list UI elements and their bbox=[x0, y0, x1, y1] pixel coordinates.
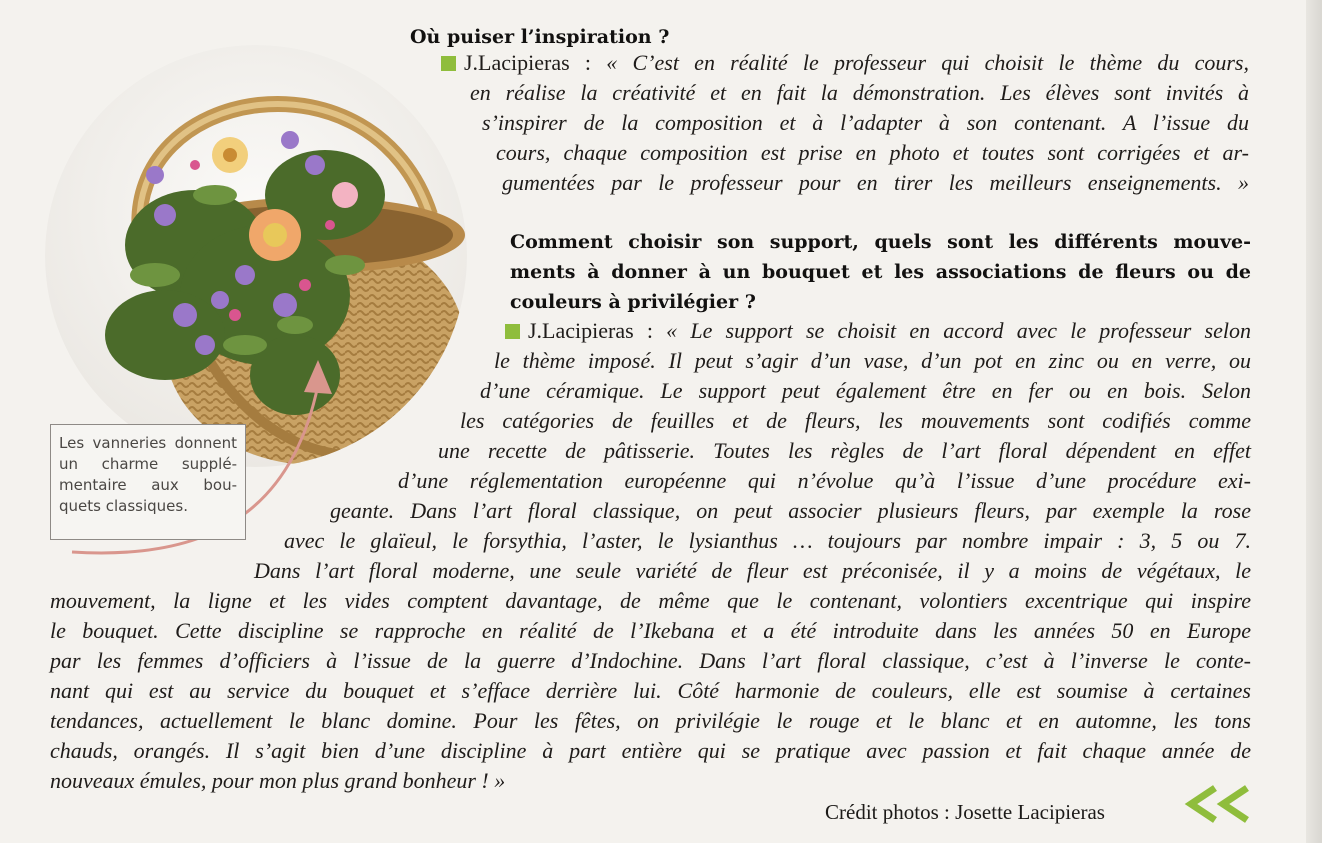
section2-heading-line-2: ments à donner à un bouquet et les associations de fleurs ou de bbox=[510, 261, 1251, 283]
section2-line-12: par les femmes d’officiers à l’issue de la guerre d’Indochine. Dans l’art floral classique, c’est à l’inverse le conte- bbox=[50, 648, 1251, 673]
section2-heading-line-3: couleurs à privilégier ? bbox=[510, 291, 756, 313]
section1-line-2: en réalise la créativité et en fait la démonstration. Les élèves sont invités à bbox=[470, 80, 1249, 105]
section2-line-10: mouvement, la ligne et les vides comptent davantage, de même que le contenant, volontiers excentrique qui inspire bbox=[50, 588, 1251, 613]
section2-line-13: nant qui est au service du bouquet et s’efface derrière lui. Côté harmonie de couleurs, elle est soumise à certaines bbox=[50, 678, 1251, 703]
green-square-icon bbox=[505, 324, 520, 339]
section1-heading: Où puiser l’inspiration ? bbox=[410, 26, 670, 48]
section2-line-4: les catégories de feuilles et de fleurs, les mouvements sont codifiés comme bbox=[460, 408, 1251, 433]
section2-line-11: le bouquet. Cette discipline se rapproche en réalité de l’Ikebana et a été introduite dans les années 50 en Europe bbox=[50, 618, 1251, 643]
section1-speaker: J.Lacipieras : bbox=[464, 50, 592, 75]
section2-line-16: nouveaux émules, pour mon plus grand bonheur ! » bbox=[50, 768, 506, 793]
section2-line-3: d’une céramique. Le support peut également être en fer ou en bois. Selon bbox=[480, 378, 1251, 403]
photo-credit: Crédit photos : Josette Lacipieras bbox=[825, 800, 1105, 824]
section1-line-1-text: « C’est en réalité le professeur qui choisit le thème du cours, bbox=[606, 50, 1249, 75]
green-square-icon bbox=[441, 56, 456, 71]
section2-speaker: J.Lacipieras : bbox=[528, 318, 653, 343]
photo-caption-box bbox=[50, 424, 246, 540]
section2-line-1-text: « Le support se choisit en accord avec le professeur selon bbox=[666, 318, 1251, 343]
section1-line-4: cours, chaque composition est prise en photo et toutes sont corrigées et ar- bbox=[496, 140, 1249, 165]
section1-line-5: gumentées par le professeur pour en tirer les meilleurs enseignements. » bbox=[502, 170, 1249, 195]
section1-line-1 bbox=[441, 50, 1249, 76]
section1-line-3: s’inspirer de la composition et à l’adapter à son contenant. A l’issue du bbox=[482, 110, 1249, 135]
section2-line-8: avec le glaïeul, le forsythia, l’aster, le lysianthus … toujours par nombre impair : 3, 5 ou 7. bbox=[284, 528, 1251, 553]
section2-line-1 bbox=[505, 318, 1251, 344]
section2-line-5: une recette de pâtisserie. Toutes les règles de l’art floral dépendent en effet bbox=[438, 438, 1251, 463]
photo-caption: Les vanneries donnent un charme supplé-mentaire aux bou-quets classiques. bbox=[59, 434, 237, 515]
page-edge bbox=[1306, 0, 1322, 843]
section2-line-2: le thème imposé. Il peut s’agir d’un vase, d’un pot en zinc ou en verre, ou bbox=[494, 348, 1251, 373]
section2-heading-line-1: Comment choisir son support, quels sont les différents mouve- bbox=[510, 231, 1251, 253]
section2-line-15: chauds, orangés. Il s’agit bien d’une discipline à part entière qui se pratique avec passion et fait chaque année de bbox=[50, 738, 1251, 763]
double-chevron-left-icon bbox=[1183, 784, 1255, 824]
basket-photo bbox=[45, 45, 467, 467]
section2-line-9: Dans l’art floral moderne, une seule variété de fleur est préconisée, il y a moins de végétaux, le bbox=[254, 558, 1251, 583]
section2-line-14: tendances, actuellement le blanc domine. Pour les fêtes, on privilégie le rouge et le blanc et en automne, les tons bbox=[50, 708, 1251, 733]
section2-line-6: d’une réglementation européenne qui n’évolue qu’à l’issue d’une procédure exi- bbox=[398, 468, 1251, 493]
section2-line-7: geante. Dans l’art floral classique, on peut associer plusieurs fleurs, par exemple la rose bbox=[330, 498, 1251, 523]
